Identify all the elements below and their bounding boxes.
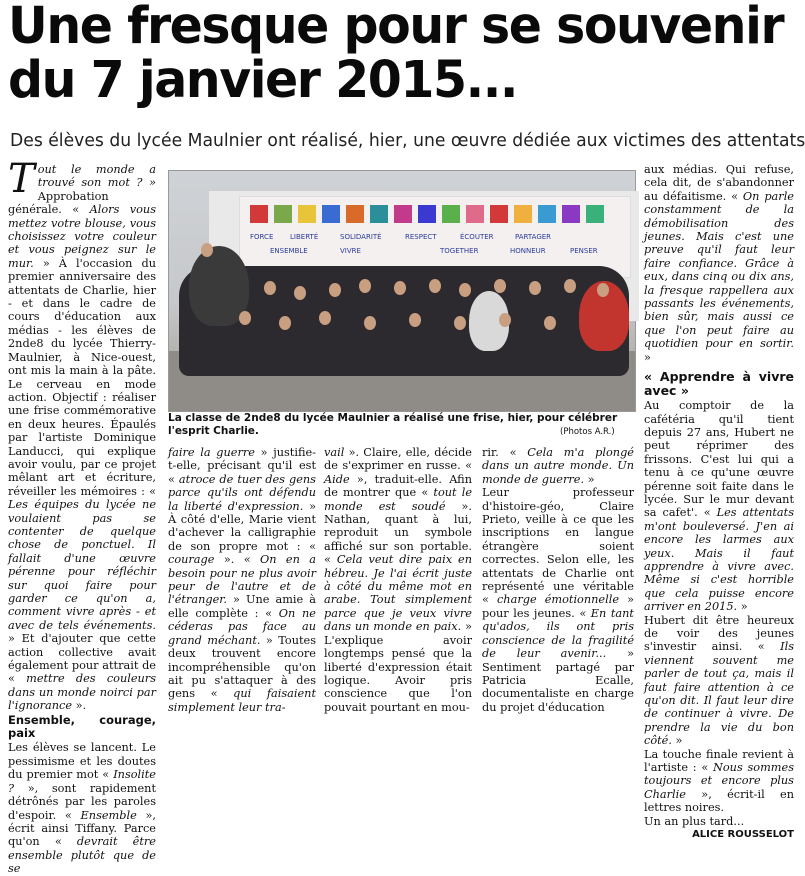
article-column-4 xyxy=(482,446,634,714)
fresco-word: ENSEMBLE xyxy=(270,247,308,255)
class-photo xyxy=(168,170,636,412)
section-subtitle: « Apprendre à vivre avec » xyxy=(644,369,794,399)
paragraph: La touche finale revient à l'artiste : « Nous sommes toujours et encore plus Charlie », écrit-il en lettres noires. xyxy=(644,747,794,815)
fresco-word: PARTAGER xyxy=(515,233,552,241)
headline-line-1: Une fresque pour se souvenir xyxy=(8,0,784,56)
fresco-word: RESPECT xyxy=(405,233,437,241)
article-column-2 xyxy=(168,446,317,714)
fresco-word: ÉCOUTER xyxy=(460,233,494,241)
fresco-word: HONNEUR xyxy=(510,247,546,255)
fresco-word: TOGETHER xyxy=(440,247,479,255)
fresco-word: SOLIDARITÉ xyxy=(340,233,382,241)
intro-paragraph: Tout le monde a trouvé son mot ? » Approbation générale. « Alors vous mettez votre blouse, vous choisissez votre couleur et vous peignez sur le mur. » À l'occasion du premier anniversaire des attentats de Charlie, hier - et dans le cadre de cours d'éducation aux médias - les élèves de 2nde8 du lycée Thierry-Maulnier, à Nice-ouest, ont mis la main à la pâte. Le cerveau en mode action. Objectif : réaliser une frise commémorative en deux heures. Épaulés par l'artiste Dominique Landucci, qui explique avoir voulu, par ce projet mêlant art et écriture, réveiller les mémoires : « Les équipes du lycée ne voulaient pas se contenter de quelque chose de ponctuel. Il fallait d'une œuvre pérenne pour réfléchir sur quoi faire pour garder ce qu'on a, comment vivre après - et avec de tels événements. » Et d'ajouter que cette action collective avait également pour attrait de « mettre des couleurs dans un monde noirci par l'ignorance ». xyxy=(8,156,157,713)
fresco-word: FORCE xyxy=(250,233,274,241)
paragraph: Leur professeur d'histoire-géo, Claire Prieto, veille à ce que les inscriptions en langue étrangère soient correctes. Selon elle, les attentats de Charlie ont représenté une véritable « charge émotionnelle » pour les jeunes. « En tant qu'ados, ils ont pris conscience de la fragilité de leur avenir... » Sentiment partagé par Patricia Ecalle, documentaliste en charge du projet d'éducation xyxy=(482,486,634,714)
headline xyxy=(8,0,784,110)
fresco-word: PENSER xyxy=(570,247,598,255)
paragraph: vail ». Claire, elle, décide de s'exprimer en russe. « Aide », traduit-elle. Afin de montrer que « tout le monde est soudé ». Nathan, quant à lui, reproduit un symbole affiché sur son portable. « Cela veut dire paix en hébreu. Je l'ai écrit juste à côté du même mot en arabe. Tout simplement parce que je veux vivre dans un monde en paix. » L'explique avoir longtemps pensé que la liberté d'expression était logique. Avoir pris conscience que l'on pouvait pourtant en mou- xyxy=(324,446,473,714)
paragraph: Les élèves se lancent. Le pessimisme et les doutes du premier mot « Insolite ? », sont rapidement détrônés par les paroles d'espoir. « Ensemble », écrit ainsi Tiffany. Parce qu'on « devrait être ensemble plutôt que de se xyxy=(8,741,157,876)
article-column-3 xyxy=(324,446,473,714)
article-column-1 xyxy=(8,156,157,876)
paragraph: faire la guerre » justifie-t-elle, précisant qu'il est « atroce de tuer des gens parce qu'ils ont défendu la liberté d'expression. » À côté d'elle, Marie vient d'achever la calligraphie de son propre mot : « courage ». « On en a besoin pour ne plus avoir peur de l'autre et de l'étranger. » Une amie à elle complète : « On ne céderas pas face au grand méchant. » Toutes deux trouvent encore incompréhensible qu'on ait pu s'attaquer à des gens « qui faisaient simplement leur tra- xyxy=(168,446,317,714)
paragraph: rir. « Cela m'a plongé dans un autre monde. Un monde de guerre. » xyxy=(482,446,634,486)
paragraph: Au comptoir de la cafétéria qu'il tient depuis 27 ans, Hubert ne peut réprimer des frissons. C'est lui qui a tenu à ce qu'une œuvre pérenne soit faite dans le lycée. Sur le mur devant sa cafet'. « Les attentats m'ont bouleversé. J'en ai encore les larmes aux yeux. Mais il faut apprendre à vivre avec. Même si c'est horrible que cela puisse encore arriver en 2015. » xyxy=(644,399,794,614)
author-byline: ALICE ROUSSELOT xyxy=(692,829,794,841)
photo-caption: La classe de 2nde8 du lycée Maulnier a réalisé une frise, hier, pour célébrer l'esprit Charlie. xyxy=(168,412,618,437)
subhead: Des élèves du lycée Maulnier ont réalisé, hier, une œuvre dédiée aux victimes des attentats xyxy=(10,130,805,151)
article-column-5 xyxy=(644,163,794,841)
section-subtitle: Ensemble, courage, paix xyxy=(8,712,156,741)
photo-credit: (Photos A.R.) xyxy=(560,427,615,437)
paragraph: aux médias. Qui refuse, cela dit, de s'abandonner au défaitisme. « On parle constamment de la démobilisation des jeunes. Mais c'est une preuve qu'il faut leur faire confiance. Grâce à eux, dans cinq ou dix ans, la fresque rappellera aux passants les événements, bien sûr, mais aussi ce que l'on peut faire au quotidien pour en sortir. » xyxy=(644,163,794,364)
drop-cap: T xyxy=(8,156,35,202)
fresco-word: LIBERTÉ xyxy=(290,233,319,241)
paragraph: Hubert dit être heureux de voir des jeunes s'investir ainsi. « Ils viennent souvent me parler de tout ça, mais il faut faire attention à ce qu'on dit. Il faut leur dire de continuer à vivre. De prendre la vie du bon côté. » xyxy=(644,613,794,748)
paragraph: Un an plus tard... xyxy=(644,814,745,828)
fresco-word: VIVRE xyxy=(340,247,361,255)
headline-line-2: du 7 janvier 2015... xyxy=(8,51,518,110)
